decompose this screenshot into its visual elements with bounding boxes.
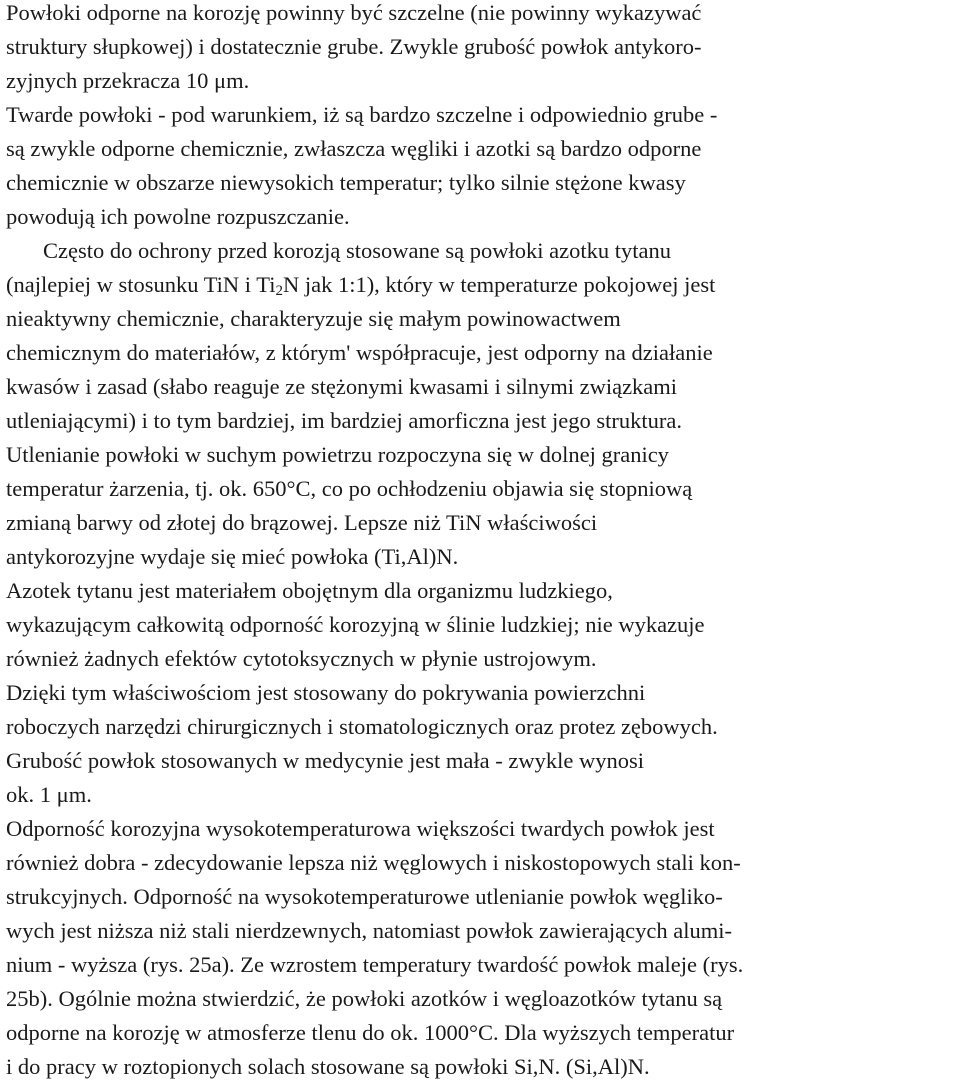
text-line: Twarde powłoki - pod warunkiem, iż są bardzo szczelne i odpowiednio grube - [6, 102, 718, 127]
subscript: 2 [275, 283, 283, 299]
text-line: wykazującym całkowitą odporność korozyjną w ślinie ludzkiej; nie wykazuje [6, 612, 705, 637]
text-line: również dobra - zdecydowanie lepsza niż węglowych i niskostopowych stali kon- [6, 850, 741, 875]
text-line: utleniającymi) i to tym bardziej, im bardziej amorficzna jest jego struktura. [6, 408, 683, 433]
text-line: chemicznym do materiałów, z którym' współpracuje, jest odporny na działanie [6, 340, 713, 365]
text-line: są zwykle odporne chemicznie, zwłaszcza węgliki i azotki są bardzo odporne [6, 136, 702, 161]
text-line: roboczych narzędzi chirurgicznych i stomatologicznych oraz protez zębowych. [6, 714, 718, 739]
text-line: nieaktywny chemicznie, charakteryzuje się małym powinowactwem [6, 306, 621, 331]
text-line: odporne na korozję w atmosferze tlenu do ok. 1000°C. Dla wyższych temperatur [6, 1020, 735, 1045]
text-line: Powłoki odporne na korozję powinny być szczelne (nie powinny wykazywać [6, 0, 702, 25]
text-line: wych jest niższa niż stali nierdzewnych, natomiast powłok zawierających alumi- [6, 918, 732, 943]
text-line: i do pracy w roztopionych solach stosowane są powłoki Si,N. (Si,Al)N. [6, 1054, 650, 1079]
text-line-part: N jak 1:1), który w temperaturze pokojowej jest [282, 272, 716, 297]
text-line: antykorozyjne wydaje się mieć powłoka (Ti,Al)N. [6, 544, 459, 569]
text-line: Utlenianie powłoki w suchym powietrzu rozpoczyna się w dolnej granicy [6, 442, 669, 467]
text-line: zyjnych przekracza 10 μm. [6, 68, 250, 93]
text-line: Grubość powłok stosowanych w medycynie jest mała - zwykle wynosi [6, 748, 644, 773]
text-line: Odporność korozyjna wysokotemperaturowa większości twardych powłok jest [6, 816, 715, 841]
text-line: powodują ich powolne rozpuszczanie. [6, 204, 350, 229]
text-line: kwasów i zasad (słabo reaguje ze stężonymi kwasami i silnymi związkami [6, 374, 678, 399]
text-line: strukcyjnych. Odporność na wysokotemperaturowe utlenianie powłok węgliko- [6, 884, 723, 909]
text-line: temperatur żarzenia, tj. ok. 650°C, co po ochłodzeniu objawia się stopniową [6, 476, 693, 501]
text-line: Azotek tytanu jest materiałem obojętnym dla organizmu ludzkiego, [6, 578, 613, 603]
text-line-part: (najlepiej w stosunku TiN i Ti [6, 272, 276, 297]
text-line: nium - wyższa (rys. 25a). Ze wzrostem temperatury twardość powłok maleje (rys. [6, 952, 744, 977]
text-line: 25b). Ogólnie można stwierdzić, że powłoki azotków i węgloazotków tytanu są [6, 986, 723, 1011]
text-line: Dzięki tym właściwościom jest stosowany do pokrywania powierzchni [6, 680, 646, 705]
text-line: struktury słupkowej) i dostatecznie grube. Zwykle grubość powłok antykoro- [6, 34, 702, 59]
text-line: Często do ochrony przed korozją stosowane są powłoki azotku tytanu [43, 238, 671, 263]
text-line: zmianą barwy od złotej do brązowej. Lepsze niż TiN właściwości [6, 510, 598, 535]
text-line: chemicznie w obszarze niewysokich temperatur; tylko silnie stężone kwasy [6, 170, 686, 195]
text-line: również żadnych efektów cytotoksycznych w płynie ustrojowym. [6, 646, 597, 671]
text-line: ok. 1 μm. [6, 782, 92, 807]
